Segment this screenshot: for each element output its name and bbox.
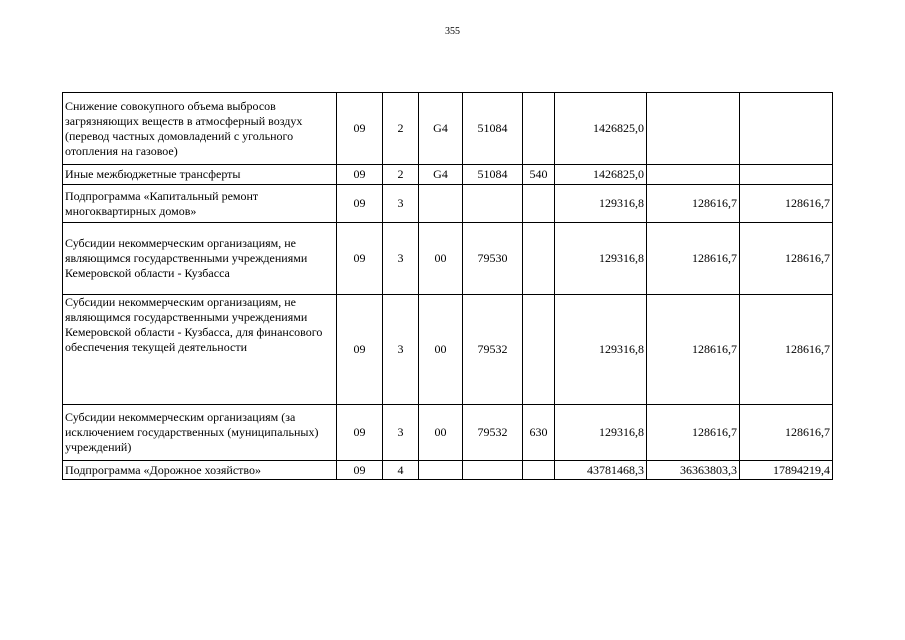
table-row <box>63 185 833 223</box>
amount-cell-1: 129316,8 <box>555 185 647 223</box>
amount-cell-2: 128616,7 <box>647 185 740 223</box>
row-name-cell: Иные межбюджетные трансферты <box>63 165 337 185</box>
direction-code-cell: G4 <box>419 93 463 165</box>
amount-cell-2 <box>647 93 740 165</box>
article-code-cell <box>463 461 523 480</box>
direction-code-cell: 00 <box>419 223 463 295</box>
article-code-cell: 79532 <box>463 295 523 405</box>
direction-code-cell: G4 <box>419 165 463 185</box>
expense-type-cell: 540 <box>523 165 555 185</box>
program-code-cell: 2 <box>383 165 419 185</box>
direction-code-cell <box>419 461 463 480</box>
program-code-cell: 3 <box>383 185 419 223</box>
amount-cell-1: 129316,8 <box>555 223 647 295</box>
program-code-cell: 3 <box>383 405 419 461</box>
row-name-cell: Субсидии некоммерческим организациям, не являющимся государственными учреждениями Кемеровской области - Кузбасса, для финансового обеспечения текущей деятельности <box>63 295 337 405</box>
table-row <box>63 295 833 405</box>
budget-table <box>62 92 833 480</box>
direction-code-cell: 00 <box>419 405 463 461</box>
expense-type-cell <box>523 295 555 405</box>
amount-cell-3 <box>740 165 833 185</box>
section-code-cell: 09 <box>337 93 383 165</box>
expense-type-cell <box>523 223 555 295</box>
amount-cell-1: 1426825,0 <box>555 93 647 165</box>
section-code-cell: 09 <box>337 405 383 461</box>
section-code-cell: 09 <box>337 223 383 295</box>
amount-cell-2: 128616,7 <box>647 405 740 461</box>
article-code-cell: 79530 <box>463 223 523 295</box>
amount-cell-2: 128616,7 <box>647 295 740 405</box>
article-code-cell: 79532 <box>463 405 523 461</box>
amount-cell-1: 129316,8 <box>555 295 647 405</box>
article-code-cell: 51084 <box>463 93 523 165</box>
table-row <box>63 165 833 185</box>
expense-type-cell <box>523 93 555 165</box>
amount-cell-1: 129316,8 <box>555 405 647 461</box>
section-code-cell: 09 <box>337 165 383 185</box>
table-row <box>63 93 833 165</box>
amount-cell-3: 17894219,4 <box>740 461 833 480</box>
program-code-cell: 3 <box>383 223 419 295</box>
amount-cell-3: 128616,7 <box>740 223 833 295</box>
direction-code-cell: 00 <box>419 295 463 405</box>
amount-cell-2 <box>647 165 740 185</box>
amount-cell-1: 1426825,0 <box>555 165 647 185</box>
expense-type-cell: 630 <box>523 405 555 461</box>
amount-cell-3 <box>740 93 833 165</box>
row-name-cell: Подпрограмма «Капитальный ремонт многоквартирных домов» <box>63 185 337 223</box>
table-row <box>63 223 833 295</box>
expense-type-cell <box>523 185 555 223</box>
section-code-cell: 09 <box>337 295 383 405</box>
row-name-cell: Подпрограмма «Дорожное хозяйство» <box>63 461 337 480</box>
amount-cell-2: 36363803,3 <box>647 461 740 480</box>
amount-cell-1: 43781468,3 <box>555 461 647 480</box>
page-number: 355 <box>445 26 460 37</box>
amount-cell-3: 128616,7 <box>740 405 833 461</box>
row-name-cell: Субсидии некоммерческим организациям, не являющимся государственными учреждениями Кемеровской области - Кузбасса <box>63 223 337 295</box>
row-name-cell: Субсидии некоммерческим организациям (за исключением государственных (муниципальных) учреждений) <box>63 405 337 461</box>
amount-cell-2: 128616,7 <box>647 223 740 295</box>
section-code-cell: 09 <box>337 461 383 480</box>
section-code-cell: 09 <box>337 185 383 223</box>
table-row <box>63 405 833 461</box>
direction-code-cell <box>419 185 463 223</box>
expense-type-cell <box>523 461 555 480</box>
amount-cell-3: 128616,7 <box>740 295 833 405</box>
amount-cell-3: 128616,7 <box>740 185 833 223</box>
program-code-cell: 4 <box>383 461 419 480</box>
table-row <box>63 461 833 480</box>
row-name-cell: Снижение совокупного объема выбросов загрязняющих веществ в атмосферный воздух (перевод частных домовладений с угольного отопления на газовое) <box>63 93 337 165</box>
article-code-cell <box>463 185 523 223</box>
program-code-cell: 3 <box>383 295 419 405</box>
program-code-cell: 2 <box>383 93 419 165</box>
article-code-cell: 51084 <box>463 165 523 185</box>
